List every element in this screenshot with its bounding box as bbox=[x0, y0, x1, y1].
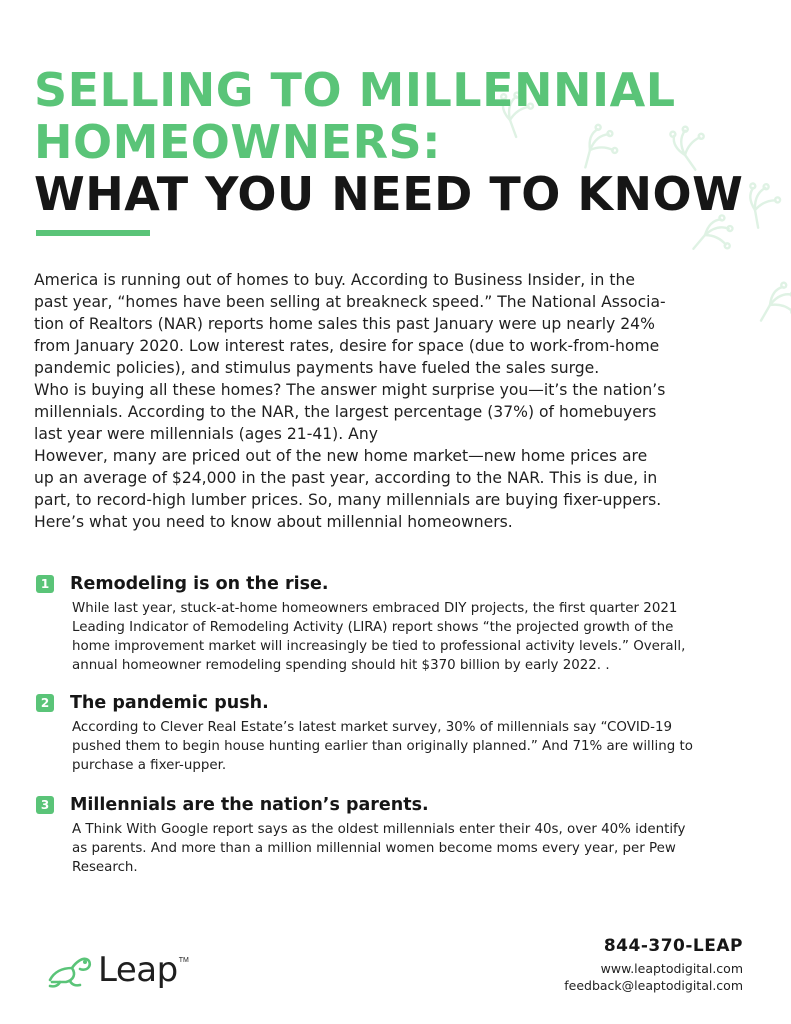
section-body-line: annual homeowner remodeling spending should hit $370 billion by early 2022. . bbox=[72, 658, 610, 673]
section-body bbox=[72, 718, 772, 775]
section-title: Remodeling is on the rise. bbox=[70, 574, 329, 594]
section-number-badge: 3 bbox=[36, 796, 54, 814]
title-line-2: HOMEOWNERS: bbox=[34, 115, 442, 169]
section-body bbox=[72, 820, 772, 877]
intro-line: tion of Realtors (NAR) reports home sales this past January were up nearly 24% bbox=[34, 315, 655, 333]
contact-block bbox=[564, 936, 743, 994]
section-body-line: A Think With Google report says as the oldest millennials enter their 40s, over 40% identify bbox=[72, 822, 686, 837]
logo-wordmark: Leap bbox=[98, 950, 178, 990]
intro-line: part, to record-high lumber prices. So, many millennials are buying fixer-uppers. bbox=[34, 491, 662, 509]
intro-line: However, many are priced out of the new home market—new home prices are bbox=[34, 447, 648, 465]
intro-line: America is running out of homes to buy. According to Business Insider, in the bbox=[34, 271, 635, 289]
section-body-line: pushed them to begin house hunting earlier than originally planned.” And 71% are willing to bbox=[72, 739, 693, 754]
intro-line: pandemic policies), and stimulus payments have fueled the sales surge. bbox=[34, 359, 600, 377]
frog-icon bbox=[46, 950, 94, 990]
email-link[interactable]: feedback@leaptodigital.com bbox=[564, 978, 743, 993]
title-line-3: WHAT YOU NEED TO KNOW bbox=[34, 167, 744, 221]
section-body-line: According to Clever Real Estate’s latest market survey, 30% of millennials say “COVID-19 bbox=[72, 720, 672, 735]
section-number-badge: 2 bbox=[36, 694, 54, 712]
section-body-line: as parents. And more than a million millennial women become moms every year, per Pew bbox=[72, 841, 676, 856]
title-line-1: SELLING TO MILLENNIAL bbox=[34, 63, 676, 117]
section-title: The pandemic push. bbox=[70, 693, 269, 713]
section-parents bbox=[36, 793, 776, 877]
section-pandemic-push bbox=[36, 691, 776, 775]
leap-logo bbox=[46, 945, 216, 995]
phone-number[interactable]: 844-370-LEAP bbox=[603, 936, 743, 956]
intro-line: past year, “homes have been selling at breakneck speed.” The National Associa- bbox=[34, 293, 666, 311]
section-remodeling bbox=[36, 572, 776, 675]
logo-trademark: TM bbox=[178, 957, 189, 964]
section-body-line: Research. bbox=[72, 860, 138, 875]
section-body-line: While last year, stuck-at-home homeowners embraced DIY projects, the first quarter 2021 bbox=[72, 601, 678, 616]
intro-line: Who is buying all these homes? The answer might surprise you—it’s the nation’s bbox=[34, 381, 666, 399]
section-body bbox=[72, 599, 772, 675]
title-underline bbox=[36, 230, 150, 236]
page-title bbox=[34, 64, 774, 220]
intro-paragraph bbox=[34, 269, 764, 533]
section-title: Millennials are the nation’s parents. bbox=[70, 795, 429, 815]
intro-line: Here’s what you need to know about millennial homeowners. bbox=[34, 513, 513, 531]
section-body-line: home improvement market will increasingly be tied to professional activity levels.” Overall, bbox=[72, 639, 686, 654]
section-number-badge: 1 bbox=[36, 575, 54, 593]
intro-line: last year were millennials (ages 21-41). Any bbox=[34, 425, 378, 443]
intro-line: millennials. According to the NAR, the largest percentage (37%) of homebuyers bbox=[34, 403, 657, 421]
website-link[interactable]: www.leaptodigital.com bbox=[600, 961, 743, 976]
intro-line: from January 2020. Low interest rates, desire for space (due to work-from-home bbox=[34, 337, 660, 355]
section-body-line: purchase a fixer-upper. bbox=[72, 758, 227, 773]
section-body-line: Leading Indicator of Remodeling Activity (LIRA) report shows “the projected growth of the bbox=[72, 620, 674, 635]
intro-line: up an average of $24,000 in the past year, according to the NAR. This is due, in bbox=[34, 469, 658, 487]
